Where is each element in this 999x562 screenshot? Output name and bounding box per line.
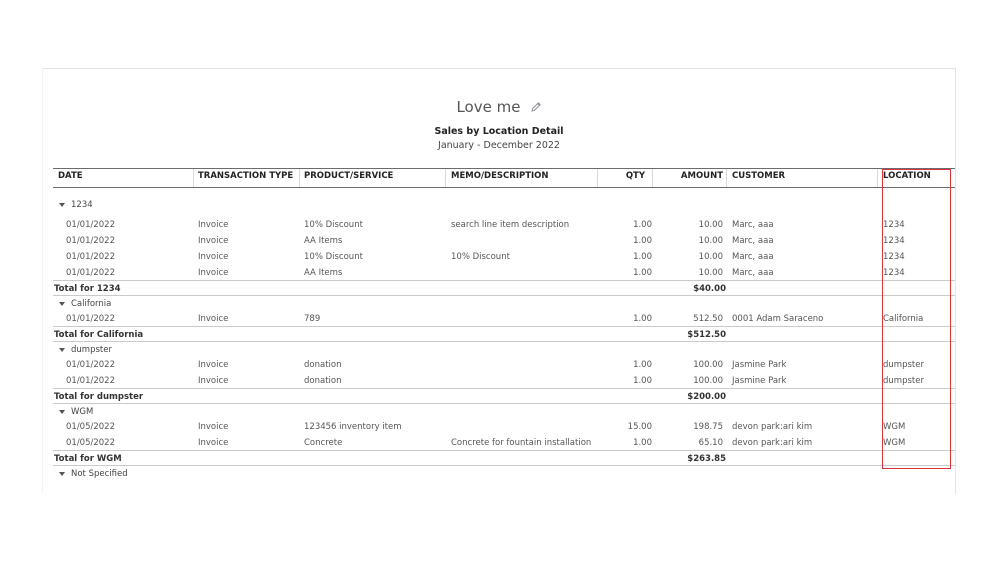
column-header-amount[interactable]: AMOUNT — [680, 171, 723, 181]
table-cell: 1234 — [883, 252, 905, 262]
table-cell[interactable]: 01/05/2022 — [66, 438, 115, 448]
table-cell: 10.00 — [698, 252, 723, 262]
group-label: dumpster — [71, 345, 112, 355]
company-name[interactable]: Love me — [456, 98, 521, 116]
header-top-rule — [53, 168, 956, 169]
chevron-down-icon[interactable] — [59, 410, 65, 414]
group-total-label: Total for dumpster — [54, 392, 144, 402]
table-cell[interactable]: AA Items — [304, 236, 343, 246]
table-cell: WGM — [883, 438, 906, 448]
table-cell: 1.00 — [633, 268, 652, 278]
group-total-rule — [53, 280, 956, 281]
report-date-range: January - December 2022 — [438, 140, 560, 151]
table-cell: 1.00 — [633, 314, 652, 324]
table-cell: 1234 — [883, 220, 905, 230]
group-header[interactable] — [53, 200, 93, 210]
group-label: Not Specified — [71, 469, 128, 479]
column-separator — [877, 169, 878, 187]
table-cell[interactable]: 01/01/2022 — [66, 314, 115, 324]
group-label: WGM — [71, 407, 94, 417]
table-cell[interactable]: Jasmine Park — [732, 360, 787, 370]
group-total-bottom-rule — [53, 295, 956, 296]
table-cell: 10.00 — [698, 236, 723, 246]
group-total-amount: $512.50 — [687, 330, 726, 340]
table-cell[interactable]: devon park:ari kim — [732, 438, 813, 448]
table-cell[interactable]: 01/01/2022 — [66, 220, 115, 230]
table-cell: 100.00 — [693, 360, 723, 370]
table-cell: 512.50 — [693, 314, 723, 324]
table-cell[interactable]: Marc, aaa — [732, 252, 774, 262]
table-cell[interactable]: 01/01/2022 — [66, 360, 115, 370]
column-separator — [193, 169, 194, 187]
table-cell[interactable]: Jasmine Park — [732, 376, 787, 386]
group-label: California — [71, 299, 112, 309]
company-header — [43, 97, 955, 117]
table-cell: dumpster — [883, 376, 924, 386]
table-cell: Invoice — [198, 252, 229, 262]
table-cell: California — [883, 314, 924, 324]
chevron-down-icon[interactable] — [59, 302, 65, 306]
table-cell: 10% Discount — [451, 252, 510, 262]
table-cell: 1.00 — [633, 252, 652, 262]
table-cell[interactable]: donation — [304, 360, 342, 370]
column-header-customer[interactable]: CUSTOMER — [732, 171, 786, 181]
table-cell[interactable]: devon park:ari kim — [732, 422, 813, 432]
column-header-date[interactable]: DATE — [58, 171, 83, 181]
table-cell: Invoice — [198, 268, 229, 278]
column-separator — [726, 169, 727, 187]
table-cell[interactable]: Marc, aaa — [732, 236, 774, 246]
group-total-bottom-rule — [53, 341, 956, 342]
chevron-down-icon[interactable] — [59, 472, 65, 476]
table-cell[interactable]: 01/05/2022 — [66, 422, 115, 432]
group-total-label: Total for 1234 — [54, 284, 121, 294]
table-cell: 1.00 — [633, 438, 652, 448]
table-cell: 65.10 — [698, 438, 723, 448]
column-header-product-service[interactable]: PRODUCT/SERVICE — [304, 171, 394, 181]
pencil-icon[interactable] — [530, 98, 542, 117]
table-cell: Invoice — [198, 220, 229, 230]
table-cell: 10.00 — [698, 220, 723, 230]
table-cell: Invoice — [198, 376, 229, 386]
column-header-qty[interactable]: QTY — [625, 171, 645, 181]
table-cell: Invoice — [198, 236, 229, 246]
table-cell: 198.75 — [693, 422, 723, 432]
table-cell[interactable]: 01/01/2022 — [66, 268, 115, 278]
report-panel — [42, 68, 956, 494]
table-cell[interactable]: donation — [304, 376, 342, 386]
table-cell: Invoice — [198, 314, 229, 324]
table-cell: Invoice — [198, 438, 229, 448]
table-cell: 100.00 — [693, 376, 723, 386]
group-header[interactable] — [53, 299, 111, 309]
chevron-down-icon[interactable] — [59, 348, 65, 352]
table-cell[interactable]: 123456 inventory item — [304, 422, 402, 432]
column-separator — [445, 169, 446, 187]
group-total-bottom-rule — [53, 403, 956, 404]
column-separator — [652, 169, 653, 187]
table-cell: dumpster — [883, 360, 924, 370]
group-total-amount: $40.00 — [693, 284, 726, 294]
table-cell: 1.00 — [633, 360, 652, 370]
group-total-amount: $200.00 — [687, 392, 726, 402]
column-separator — [299, 169, 300, 187]
column-header-location[interactable]: LOCATION — [883, 171, 931, 181]
table-cell[interactable]: 10% Discount — [304, 252, 363, 262]
table-cell[interactable]: 01/01/2022 — [66, 236, 115, 246]
table-cell: Invoice — [198, 422, 229, 432]
column-header-transaction-type[interactable]: TRANSACTION TYPE — [198, 171, 294, 181]
header-bottom-rule — [53, 187, 956, 188]
group-total-label: Total for California — [54, 330, 144, 340]
group-total-amount: $263.85 — [687, 454, 726, 464]
table-cell[interactable]: 10% Discount — [304, 220, 363, 230]
table-cell[interactable]: Marc, aaa — [732, 220, 774, 230]
group-label: 1234 — [71, 200, 93, 210]
group-total-label: Total for WGM — [54, 454, 122, 464]
table-cell: Concrete for fountain installation — [451, 438, 592, 448]
table-cell: 1234 — [883, 236, 905, 246]
table-cell: 10.00 — [698, 268, 723, 278]
group-total-bottom-rule — [53, 465, 956, 466]
table-cell[interactable]: 0001 Adam Saraceno — [732, 314, 824, 324]
group-header[interactable] — [53, 407, 93, 417]
table-cell[interactable]: 789 — [304, 314, 321, 324]
table-cell[interactable]: Marc, aaa — [732, 268, 774, 278]
group-header[interactable] — [53, 345, 112, 355]
table-cell: 1.00 — [633, 220, 652, 230]
table-cell: WGM — [883, 422, 906, 432]
table-cell[interactable]: Concrete — [304, 438, 343, 448]
group-header[interactable] — [53, 469, 128, 479]
chevron-down-icon[interactable] — [59, 203, 65, 207]
report-title: Sales by Location Detail — [434, 126, 564, 137]
table-cell: 1.00 — [633, 376, 652, 386]
table-cell: 1.00 — [633, 236, 652, 246]
group-total-rule — [53, 388, 956, 389]
table-cell[interactable]: 01/01/2022 — [66, 376, 115, 386]
table-cell[interactable]: 01/01/2022 — [66, 252, 115, 262]
column-header-memo-description[interactable]: MEMO/DESCRIPTION — [451, 171, 549, 181]
table-cell: Invoice — [198, 360, 229, 370]
table-cell: search line item description — [451, 220, 570, 230]
group-total-rule — [53, 326, 956, 327]
table-cell[interactable]: AA Items — [304, 268, 343, 278]
table-cell: 1234 — [883, 268, 905, 278]
table-cell: 15.00 — [627, 422, 652, 432]
group-total-rule — [53, 450, 956, 451]
